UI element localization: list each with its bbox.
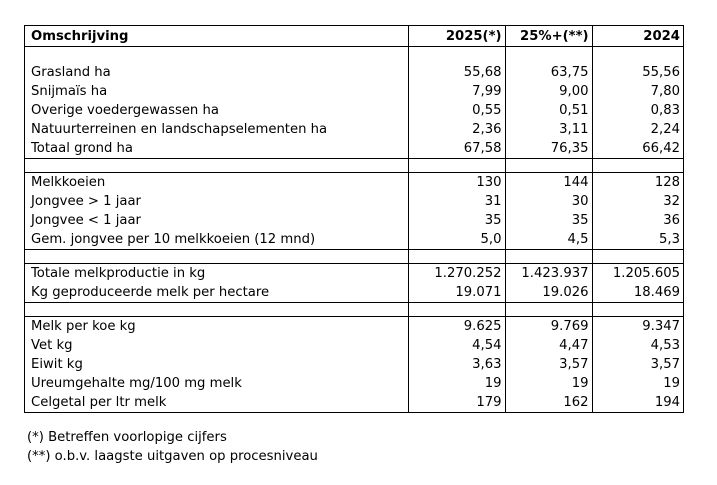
value-2024: 2,24: [592, 120, 683, 139]
value-2025: 9.625: [408, 317, 505, 337]
value-25-plus: 4,47: [505, 336, 592, 355]
value-2025: 19.071: [408, 283, 505, 303]
row-label: Melkkoeien: [25, 173, 408, 193]
table-row: [25, 101, 683, 120]
table-row: [25, 374, 683, 393]
value-2025: 19: [408, 374, 505, 393]
header-2024: 2024: [592, 26, 683, 47]
value-2025: 3,63: [408, 355, 505, 374]
value-2024: 55,56: [592, 63, 683, 82]
value-2025: 7,99: [408, 82, 505, 101]
header-2025: 2025(*): [408, 26, 505, 47]
farm-results-table: [25, 26, 683, 412]
table-row: [25, 211, 683, 230]
table-row: [25, 264, 683, 284]
row-label: Vet kg: [31, 338, 73, 353]
value-25-plus: 4,5: [505, 230, 592, 250]
row-label: Natuurterreinen en landschapselementen ha: [31, 122, 328, 137]
value-2024: 66,42: [592, 139, 683, 159]
row-label: Totaal grond ha: [31, 141, 134, 156]
value-25-plus: 35: [505, 211, 592, 230]
value-25-plus: 3,57: [505, 355, 592, 374]
row-label: Grasland ha: [31, 65, 111, 80]
row-label: Eiwit kg: [31, 357, 83, 372]
table-row: [25, 336, 683, 355]
header-row: [25, 26, 683, 47]
value-2024: 7,80: [592, 82, 683, 101]
value-25-plus: 9,00: [505, 82, 592, 101]
value-25-plus: 19: [505, 374, 592, 393]
footnotes: [27, 428, 318, 466]
footnote-preliminary: (*) Betreffen voorlopige cijfers: [27, 430, 227, 445]
value-2024: 1.205.605: [592, 264, 683, 284]
value-25-plus: 162: [505, 393, 592, 412]
row-label: Totale melkproductie in kg: [25, 264, 408, 284]
header-25-plus: 25%+(**): [505, 26, 592, 47]
spacer-row: [25, 47, 683, 64]
value-25-plus: 9.769: [505, 317, 592, 337]
section-divider: [25, 250, 683, 264]
row-label: Jongvee > 1 jaar: [31, 194, 141, 209]
value-25-plus: 30: [505, 192, 592, 211]
row-label: Overige voedergewassen ha: [31, 103, 219, 118]
value-2024: 19: [592, 374, 683, 393]
value-2024: 5,3: [592, 230, 683, 250]
value-25-plus: 1.423.937: [505, 264, 592, 284]
table-row: [25, 317, 683, 337]
row-label: Gem. jongvee per 10 melkkoeien (12 mnd): [31, 232, 316, 247]
value-2024: 194: [592, 393, 683, 412]
value-25-plus: 144: [505, 173, 592, 193]
table-row: [25, 63, 683, 82]
table-row: [25, 283, 683, 303]
value-2025: 2,36: [408, 120, 505, 139]
table-row: [25, 230, 683, 250]
value-2025: 130: [408, 173, 505, 193]
row-label: Celgetal per ltr melk: [31, 395, 167, 410]
value-2024: 3,57: [592, 355, 683, 374]
row-label: Snijmaïs ha: [31, 84, 108, 99]
section-divider: [25, 159, 683, 173]
table-row: [25, 192, 683, 211]
value-2024: 0,83: [592, 101, 683, 120]
value-2025: 55,68: [408, 63, 505, 82]
value-25-plus: 19.026: [505, 283, 592, 303]
value-2025: 1.270.252: [408, 264, 505, 284]
row-label: Jongvee < 1 jaar: [31, 213, 141, 228]
value-25-plus: 3,11: [505, 120, 592, 139]
table-row: [25, 393, 683, 412]
value-2024: 9.347: [592, 317, 683, 337]
table-row: [25, 173, 683, 193]
value-2024: 4,53: [592, 336, 683, 355]
value-2025: 67,58: [408, 139, 505, 159]
header-omschrijving: Omschrijving: [25, 26, 408, 47]
table-row: [25, 355, 683, 374]
value-25-plus: 76,35: [505, 139, 592, 159]
value-2024: 32: [592, 192, 683, 211]
row-label: Kg geproduceerde melk per hectare: [31, 285, 270, 300]
value-2025: 179: [408, 393, 505, 412]
data-table-frame: [24, 25, 684, 413]
value-2025: 35: [408, 211, 505, 230]
value-2025: 5,0: [408, 230, 505, 250]
value-2024: 18.469: [592, 283, 683, 303]
value-2024: 36: [592, 211, 683, 230]
footnote-lowest-costs: (**) o.b.v. laagste uitgaven op procesniveau: [27, 449, 318, 464]
table-row: [25, 82, 683, 101]
value-25-plus: 63,75: [505, 63, 592, 82]
section-divider: [25, 303, 683, 317]
value-25-plus: 0,51: [505, 101, 592, 120]
value-2025: 31: [408, 192, 505, 211]
table-row: [25, 139, 683, 159]
value-2024: 128: [592, 173, 683, 193]
value-2025: 0,55: [408, 101, 505, 120]
value-2025: 4,54: [408, 336, 505, 355]
row-label: Ureumgehalte mg/100 mg melk: [31, 376, 242, 391]
row-label: Melk per koe kg: [25, 317, 408, 337]
table-row: [25, 120, 683, 139]
